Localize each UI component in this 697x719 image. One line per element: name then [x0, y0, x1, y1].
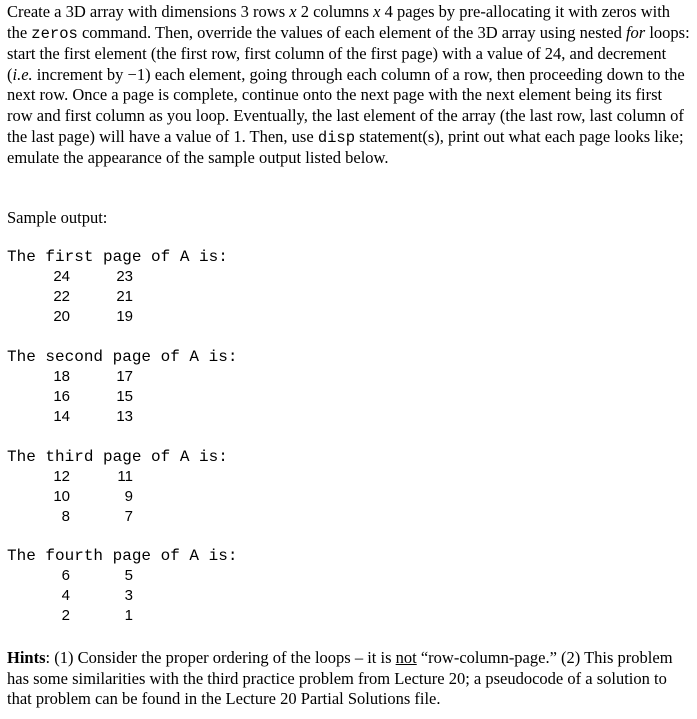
problem-statement: [7, 2, 691, 169]
matrix-cell: 15: [116, 388, 133, 405]
matrix-cell: 7: [124, 508, 133, 525]
matrix-cell: 5: [124, 567, 133, 584]
matrix-cell: 2: [61, 607, 70, 624]
hints-not-emphasis: not: [395, 648, 417, 667]
matrix-row: [7, 367, 237, 387]
matrix-row: [7, 467, 228, 487]
matrix-cell: 23: [116, 268, 133, 285]
hints: [7, 648, 691, 710]
page-heading: The fourth page of A is:: [7, 547, 238, 565]
problem-text: increment by −1) each element, going through each column of a row, then proceeding down to the next row. Once a page is complete, continue onto the next page with the next element being its first row and first column as you loop. Eventually, the last element of the array (the last row, last column of the last page) will have a value of 1. Then, use: [7, 64, 685, 146]
code-zeros: zeros: [31, 24, 78, 43]
times-symbol: x: [289, 2, 297, 21]
sample-output-label-text: Sample output:: [7, 208, 108, 227]
problem-text: loops: start the first element (the first row, first column of the first page) with a value of 24, and decrement (: [7, 22, 690, 84]
problem-text: statement(s), print out what each page looks like; emulate the appearance of the sample output listed below.: [7, 126, 684, 168]
page-output-fourth: [7, 546, 237, 626]
matrix-row: [7, 586, 237, 606]
code-disp: disp: [317, 128, 356, 147]
page-heading: The third page of A is:: [7, 448, 228, 466]
matrix-row: [7, 387, 237, 407]
for-keyword: for: [625, 22, 646, 42]
matrix-cell: 6: [61, 567, 70, 584]
matrix-cell: 12: [53, 468, 70, 485]
matrix-row: [7, 267, 228, 287]
matrix-cell: 4: [61, 587, 70, 604]
page-output-first: [7, 247, 228, 327]
matrix-cell: 1: [124, 607, 133, 624]
page-heading: The second page of A is:: [7, 348, 238, 366]
hints-label: Hints: [7, 648, 46, 667]
matrix-cell: 19: [116, 308, 133, 325]
problem-text: 4 pages by pre-allocating it with zeros with the: [7, 2, 671, 42]
matrix-row: [7, 566, 237, 586]
matrix-row: [7, 287, 228, 307]
page-output-second: [7, 347, 237, 427]
matrix-cell: 9: [124, 488, 133, 505]
matrix-row: [7, 507, 228, 527]
matrix-cell: 8: [61, 508, 70, 525]
matrix-cell: 3: [124, 587, 133, 604]
hints-text: “row-column-page.” (2) This problem has some similarities with the third practice problem from Lecture 20; a pseudocode of a solution to that problem can be found in the Lecture 20 Partial Solutions file.: [7, 648, 673, 709]
matrix-cell: 16: [53, 388, 70, 405]
times-symbol: x: [373, 2, 381, 21]
problem-text: command. Then, override the values of each element of the 3D array using nested: [77, 22, 626, 42]
matrix-cell: 10: [53, 488, 70, 505]
matrix-row: [7, 307, 228, 327]
matrix-cell: 18: [53, 368, 70, 385]
problem-text: Create a 3D array with dimensions 3 rows: [7, 2, 290, 21]
page-output-third: [7, 447, 228, 527]
matrix-cell: 13: [116, 408, 133, 425]
matrix-cell: 14: [53, 408, 70, 425]
problem-text: 2 columns: [296, 2, 374, 21]
matrix-cell: 22: [53, 288, 70, 305]
matrix-cell: 24: [53, 268, 70, 285]
ie-abbrev: i.e.: [12, 64, 33, 84]
page-heading: The first page of A is:: [7, 248, 228, 266]
matrix-cell: 11: [117, 468, 133, 485]
matrix-row: [7, 407, 237, 427]
matrix-row: [7, 487, 228, 507]
matrix-cell: 20: [53, 308, 70, 325]
hints-text: : (1) Consider the proper ordering of the loops – it is: [45, 648, 396, 667]
sample-output-label: [7, 208, 691, 229]
matrix-cell: 21: [116, 288, 133, 305]
matrix-cell: 17: [116, 368, 133, 385]
matrix-row: [7, 606, 237, 626]
